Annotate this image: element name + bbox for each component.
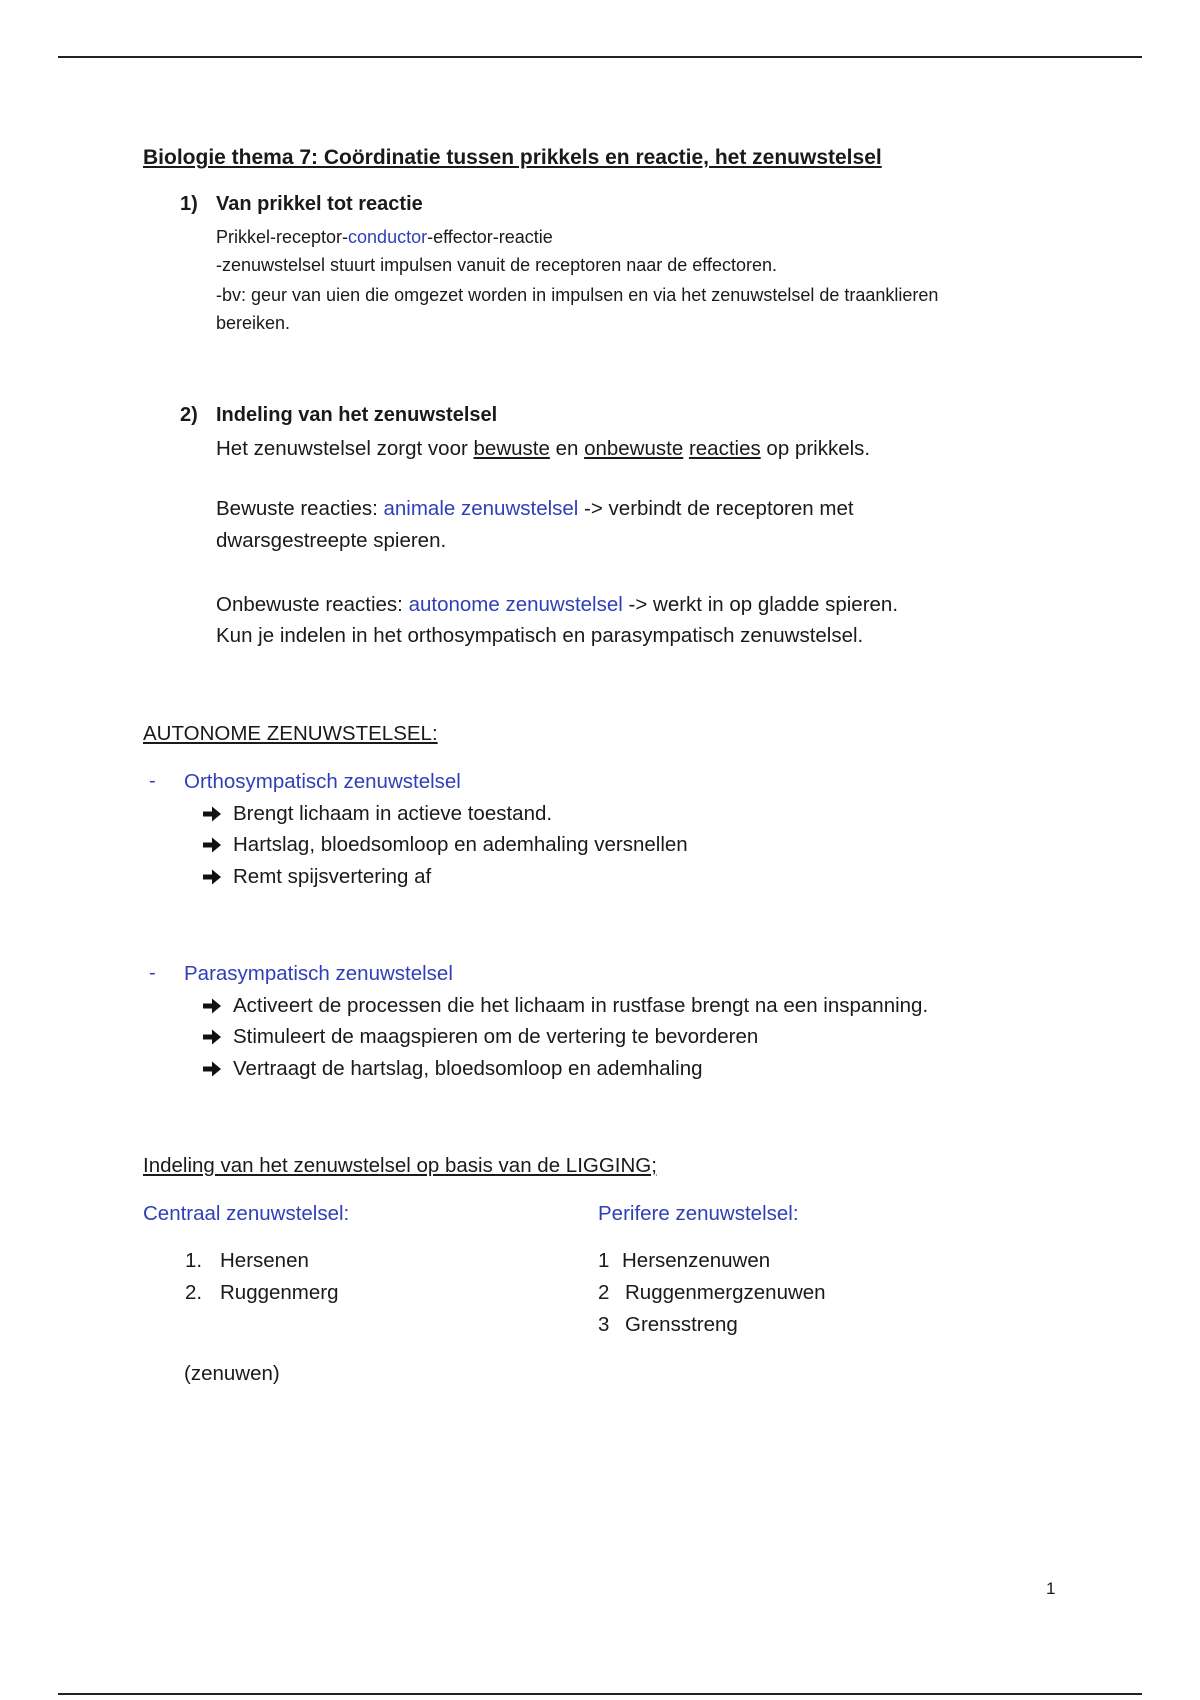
onbewust-rest: -> werkt in op gladde spieren. (622, 593, 899, 616)
para-title: Parasympatisch zenuwstelsel (184, 962, 453, 985)
chain-text-end: -effector-reactie (427, 227, 553, 247)
list-item (201, 865, 431, 889)
bewust-rest: -> verbindt de receptoren met (578, 497, 854, 520)
arrow-right-icon (201, 805, 223, 823)
bottom-rule (58, 1693, 1142, 1695)
perifeer-item-3-text: Grensstreng (625, 1313, 738, 1336)
section-2-intro (216, 437, 870, 461)
ortho-dash: - (149, 770, 156, 792)
perifeer-item-2-num: 2 (598, 1281, 610, 1304)
chain-text-start: Prikkel-receptor- (216, 227, 349, 247)
section-1-number: 1) (180, 193, 198, 215)
para-item-2: Stimuleert de maagspieren om de vertering te bevorderen (233, 1025, 759, 1048)
arrow-right-icon (201, 997, 223, 1015)
arrow-right-icon (201, 1028, 223, 1046)
perifeer-item-1-text: Hersenzenuwen (622, 1249, 771, 1272)
top-rule (58, 56, 1142, 58)
arrow-right-icon (201, 1060, 223, 1078)
arrow-right-icon (201, 836, 223, 854)
intro-onbewuste: onbewuste (584, 437, 684, 460)
bewuste-reacties-line (216, 497, 854, 521)
ortho-title: Orthosympatisch zenuwstelsel (184, 770, 461, 793)
section-1-title: Van prikkel tot reactie (216, 193, 423, 215)
onbewust-label: Onbewuste reacties: (216, 593, 409, 616)
autonoom-heading: AUTONOME ZENUWSTELSEL: (143, 722, 438, 745)
perifeer-item-1-num: 1 (598, 1249, 610, 1272)
section-1-chain (216, 227, 553, 248)
perifeer-item-2-text: Ruggenmergzenuwen (625, 1281, 826, 1304)
ortho-item-3: Remt spijsvertering af (233, 865, 432, 888)
list-item (201, 802, 552, 826)
intro-text-a: Het zenuwstelsel zorgt voor (216, 437, 474, 460)
chain-conductor: conductor (348, 227, 428, 247)
section-2-title: Indeling van het zenuwstelsel (216, 404, 498, 426)
onbewuste-reacties-line (216, 593, 898, 617)
bewust-label: Bewuste reacties: (216, 497, 384, 520)
ligging-heading: Indeling van het zenuwstelsel op basis van de LIGGING; (143, 1154, 657, 1177)
centraal-title: Centraal zenuwstelsel: (143, 1202, 350, 1225)
bewuste-reacties-line-2: dwarsgestreepte spieren. (216, 529, 447, 552)
perifeer-title: Perifere zenuwstelsel: (598, 1202, 799, 1225)
section-2-number: 2) (180, 404, 198, 426)
intro-text-d: op prikkels. (760, 437, 871, 460)
onbewuste-reacties-line-2: Kun je indelen in het orthosympatisch en parasympatisch zenuwstelsel. (216, 624, 864, 647)
list-item (201, 1057, 703, 1081)
arrow-right-icon (201, 868, 223, 886)
para-item-1: Activeert de processen die het lichaam in rustfase brengt na een inspanning. (233, 994, 929, 1017)
ortho-item-1: Brengt lichaam in actieve toestand. (233, 802, 553, 825)
centraal-item-1-text: Hersenen (220, 1249, 309, 1272)
perifeer-item-3-num: 3 (598, 1313, 610, 1336)
bewust-term: animale zenuwstelsel (383, 497, 579, 520)
para-item-3: Vertraagt de hartslag, bloedsomloop en ademhaling (233, 1057, 703, 1080)
list-item (201, 833, 688, 857)
list-item (201, 1025, 758, 1049)
intro-bewuste: bewuste (473, 437, 550, 460)
centraal-item-1-num: 1. (185, 1249, 203, 1272)
section-1-line-2: -zenuwstelsel stuurt impulsen vanuit de receptoren naar de effectoren. (216, 255, 777, 275)
document-title: Biologie thema 7: Coördinatie tussen prikkels en reactie, het zenuwstelsel (143, 146, 882, 169)
intro-reacties: reacties (688, 437, 761, 460)
centraal-note: (zenuwen) (184, 1362, 280, 1385)
intro-text-b: en (549, 437, 585, 460)
list-item (201, 994, 928, 1018)
ortho-item-2: Hartslag, bloedsomloop en ademhaling versnellen (233, 833, 688, 856)
centraal-item-2-text: Ruggenmerg (220, 1281, 339, 1304)
page-number: 1 (1046, 1579, 1056, 1598)
section-1-line-4: bereiken. (216, 313, 291, 333)
para-dash: - (149, 962, 156, 984)
centraal-item-2-num: 2. (185, 1281, 203, 1304)
section-1-line-3: -bv: geur van uien die omgezet worden in impulsen en via het zenuwstelsel de traanklieren (216, 285, 939, 305)
onbewust-term: autonome zenuwstelsel (408, 593, 623, 616)
